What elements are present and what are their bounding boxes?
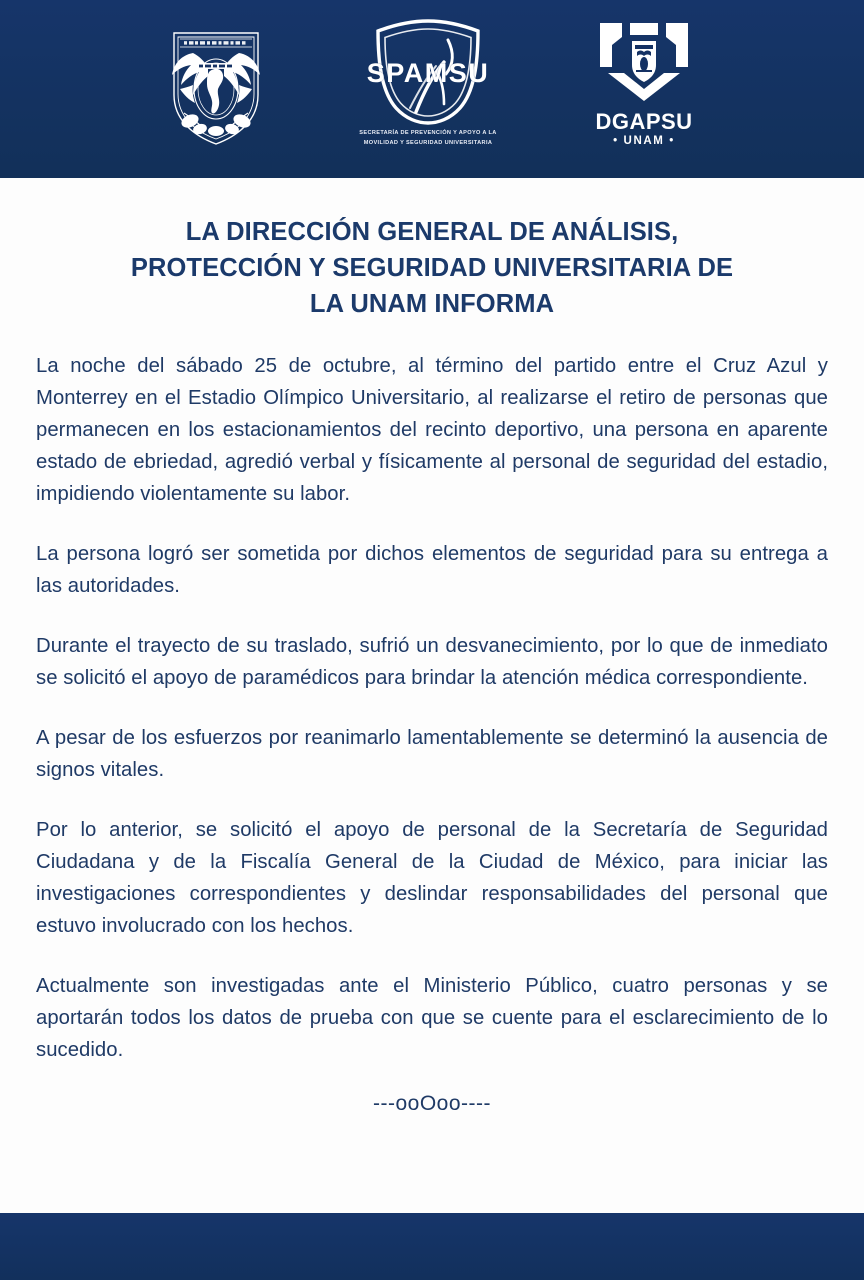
statement-body <box>36 350 828 1066</box>
header-logo-band <box>0 0 864 178</box>
paragraph-5: Por lo anterior, se solicitó el apoyo de personal de la Secretaría de Seguridad Ciudadana y de la Fiscalía General de la Ciudad de México, para iniciar las investigaciones correspondientes y deslindar responsabilidades del personal que estuvo involucrado con los hechos. <box>36 819 828 937</box>
page-title-line-1: LA DIRECCIÓN GENERAL DE ANÁLISIS, <box>185 218 679 246</box>
paragraph-4: A pesar de los esfuerzos por reanimarlo lamentablemente se determinó la ausencia de signos vitales. <box>36 727 828 781</box>
dgapsu-wordmark: DGAPSU <box>595 109 693 134</box>
page-title-line-3: LA UNAM INFORMA <box>309 290 555 318</box>
unam-shield-logo <box>160 23 272 149</box>
page-title <box>36 178 828 322</box>
spamsu-subtitle <box>353 129 503 149</box>
spamsu-shield-mark <box>366 16 490 126</box>
paragraph-1: La noche del sábado 25 de octubre, al término del partido entre el Cruz Azul y Monterrey en el Estadio Olímpico Universitario, al realizarse el retiro de personas que permanecen en los estacionamientos del recinto deportivo, una persona en aparente estado de ebriedad, agredió verbal y físicamente al personal de seguridad del estadio, impidiendo violentamente su labor. <box>36 355 828 505</box>
spamsu-subtitle-line1: SECRETARÍA DE PREVENCIÓN Y APOYO A LA <box>359 130 497 136</box>
paragraph-6: Actualmente son investigadas ante el Ministerio Público, cuatro personas y se aportarán todos los datos de prueba con que se cuente para el esclarecimiento de lo sucedido. <box>36 975 828 1061</box>
footer-band <box>0 1213 864 1280</box>
page-title-line-2: PROTECCIÓN Y SEGURIDAD UNIVERSITARIA DE <box>130 254 734 282</box>
dgapsu-shield-mark <box>596 19 692 105</box>
closing-marker: ---ooOoo---- <box>372 1092 491 1115</box>
dgapsu-logo <box>584 19 704 153</box>
spamsu-subtitle-line2: MOVILIDAD Y SEGURIDAD UNIVERSITARIA <box>363 139 493 146</box>
paragraph-3: Durante el trayecto de su traslado, sufrió un desvanecimiento, por lo que de inmediato se solicitó el apoyo de paramédicos para brindar la atención médica correspondiente. <box>36 635 828 689</box>
dgapsu-subtitle: • UNAM • <box>613 135 675 147</box>
spamsu-wordmark: SPAMSU <box>366 58 490 88</box>
spamsu-logo <box>358 16 498 156</box>
document-content <box>0 178 864 1213</box>
paragraph-2: La persona logró ser sometida por dichos elementos de seguridad para su entrega a las autoridades. <box>36 543 828 597</box>
